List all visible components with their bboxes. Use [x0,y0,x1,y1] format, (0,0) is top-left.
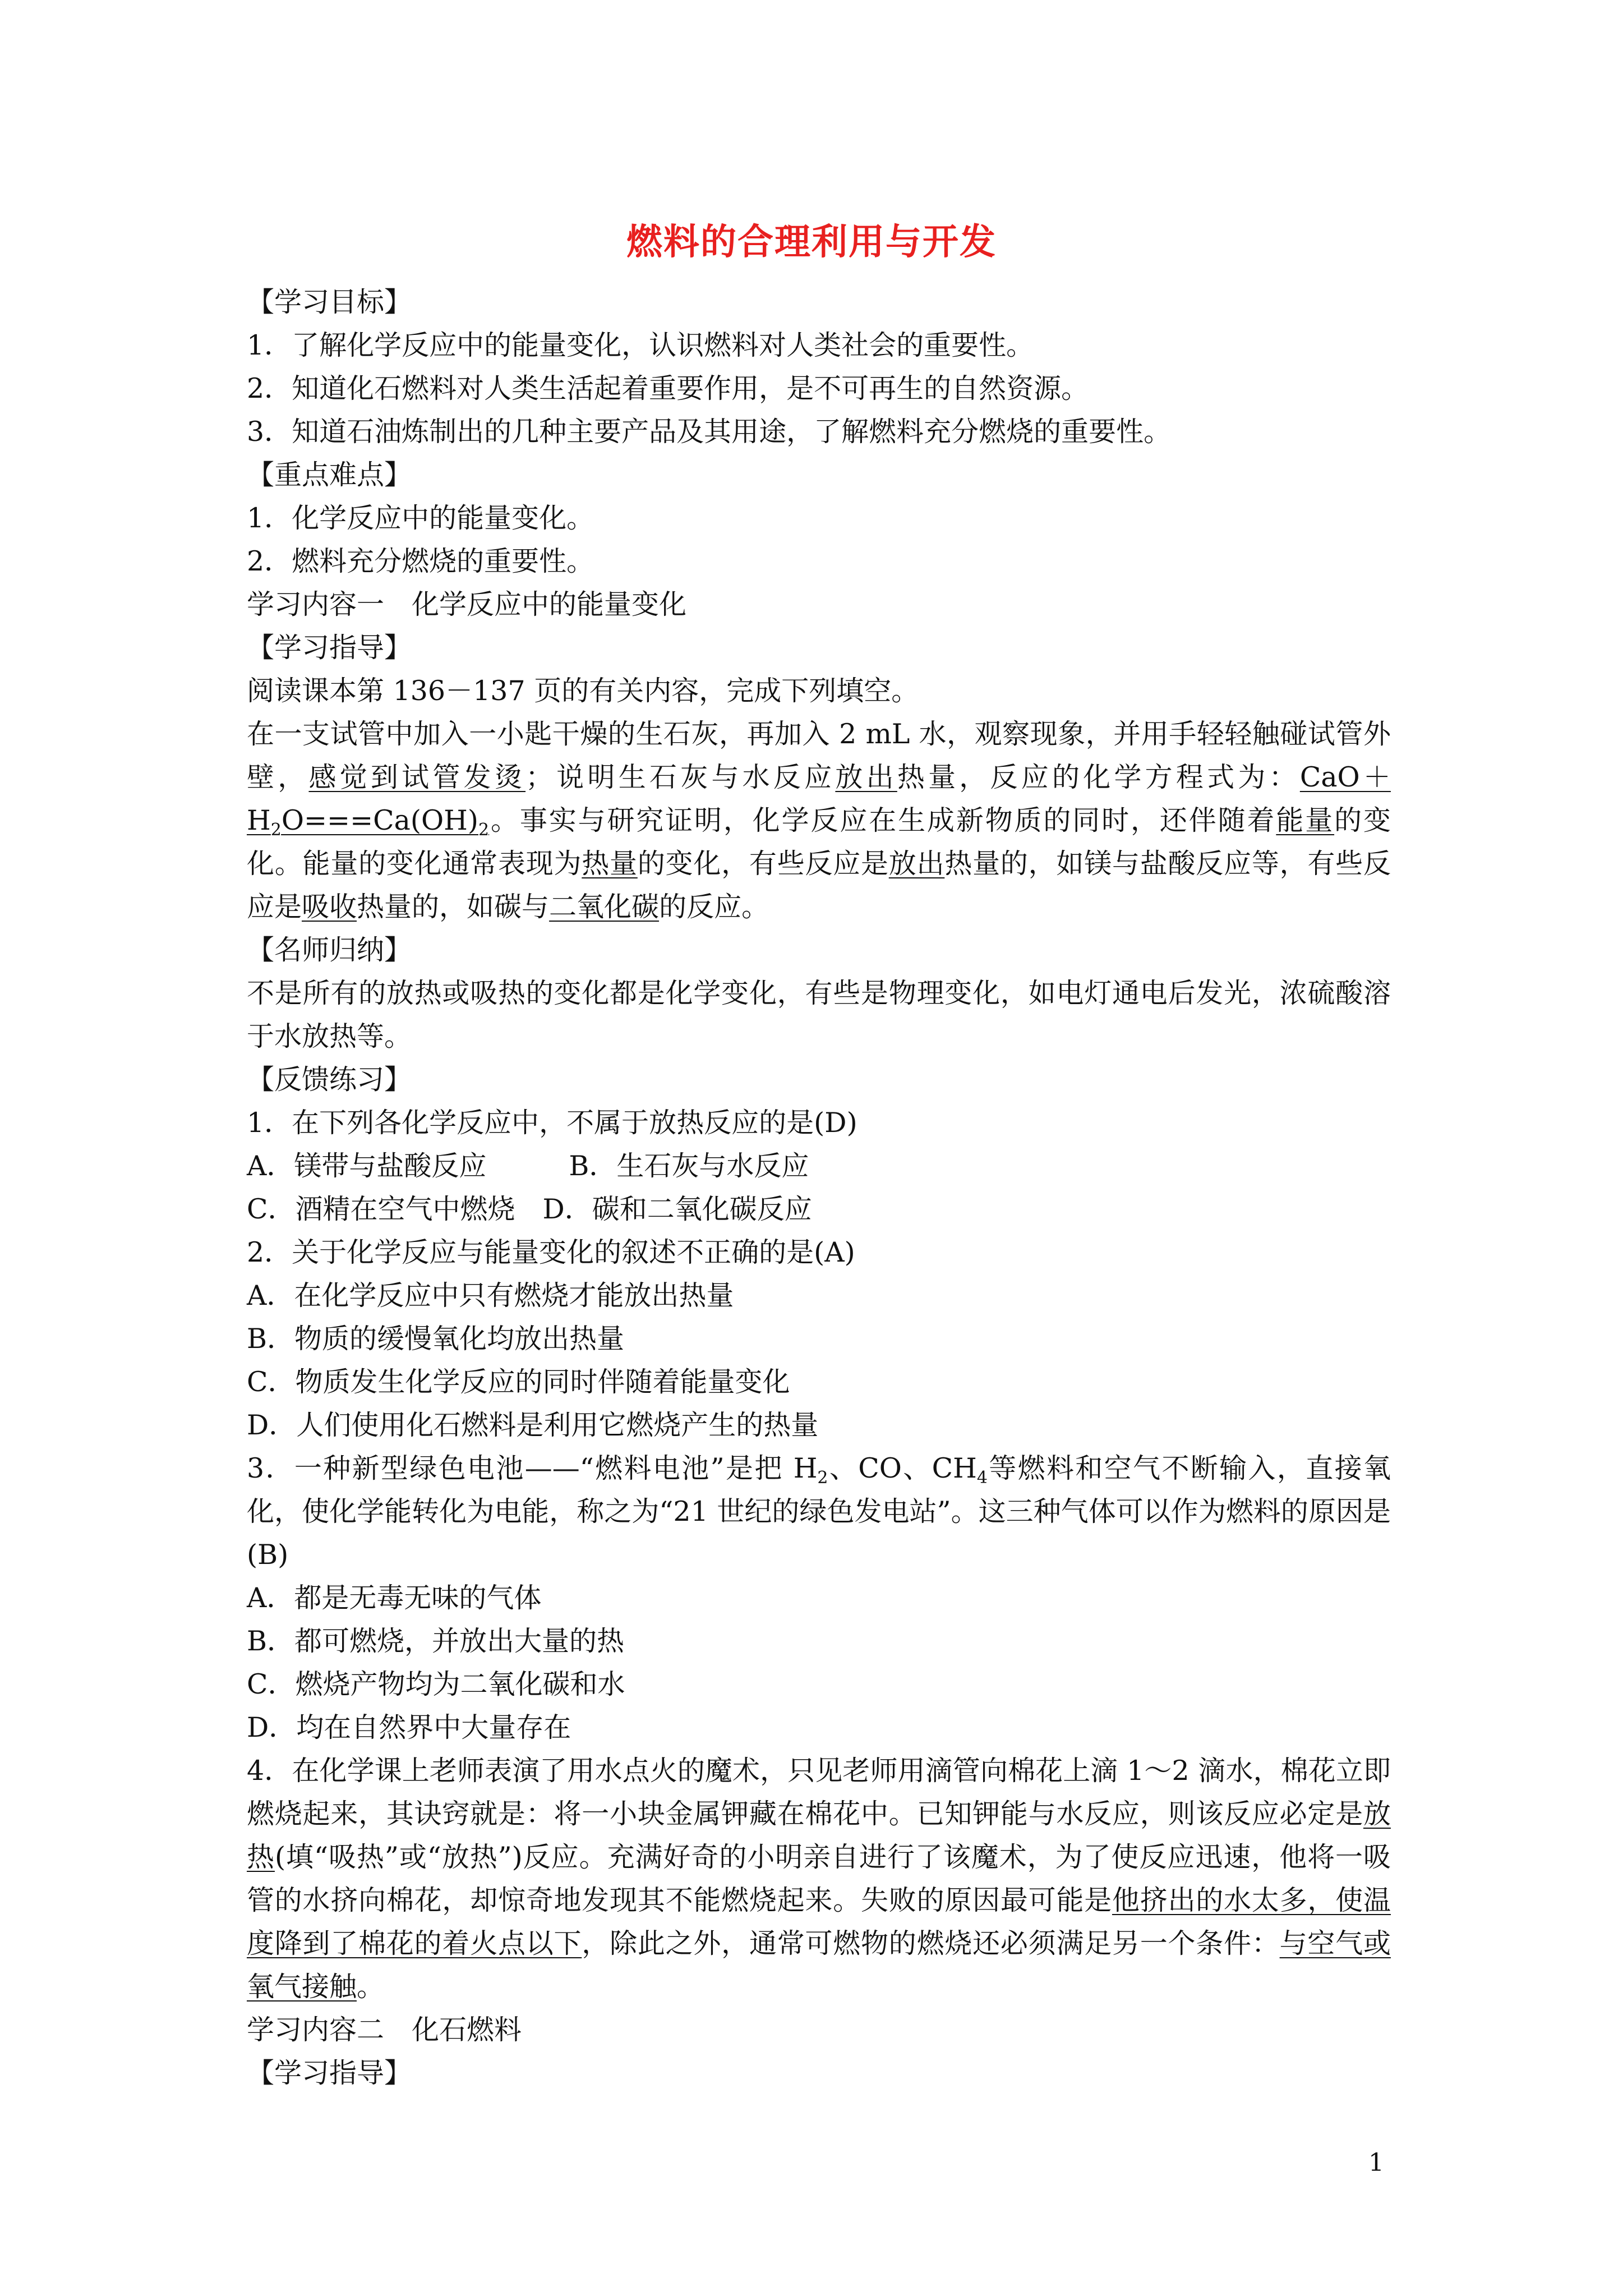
question-option: A．都是无毒无味的气体 [247,1582,542,1614]
content-heading-2: 学习内容二 化石燃料 [247,2014,522,2046]
answer-blank: 与空气或氧气接触 [247,1927,1391,2003]
guide-intro: 阅读课本第 136－137 页的有关内容，完成下列填空。 [247,675,919,707]
objective-item: 3．知道石油炼制出的几种主要产品及其用途，了解燃料充分燃烧的重要性。 [247,416,1172,448]
question-stem: 1．在下列各化学反应中，不属于放热反应的是(D) [247,1107,857,1139]
experiment-paragraph: 在一支试管中加入一小匙干燥的生石灰，再加入 2 mL 水，观察现象，并用手轻轻触碰试管外壁，感觉到试管发烫；说明生石灰与水反应放出热量，反应的化学方程式为：$CaO+H_2O===Ca(OH)_2$。事实与研究证明，化学反应在生成新物质的同时，还伴随着能量的变化。能量的变化通常表现为热量的变化，有些反应是放出热量的，如镁与盐酸反应等，有些反应是吸收热量的，如碳与二氧化碳的反应。 [247,718,1391,923]
answer-equation: $CaO+H_2O===Ca(OH)_2$ [247,761,1391,840]
answer-blank: 放热 [247,1798,1391,1873]
question-option: B．都可燃烧，并放出大量的热 [247,1625,625,1657]
question-option: D．均在自然界中大量存在 [247,1711,571,1743]
answer-blank: 热量 [582,848,638,880]
teacher-summary-text: 不是所有的放热或吸热的变化都是化学变化，有些是物理变化，如电灯通电后发光，浓硫酸溶于水放热等。 [247,977,1391,1052]
section-heading-guide-2: 【学习指导】 [247,2057,412,2089]
answer-blank: 感觉到试管发烫 [308,761,526,793]
question-option: C．燃烧产物均为二氧化碳和水 [247,1668,625,1700]
objective-item: 2．知道化石燃料对人类生活起着重要作用，是不可再生的自然资源。 [247,372,1089,404]
section-heading-practice: 【反馈练习】 [247,1064,412,1096]
page-title: 燃料的合理利用与开发 [626,222,997,263]
question-options-row: A．镁带与盐酸反应 B．生石灰与水反应 [247,1150,809,1182]
section-heading-key-points: 【重点难点】 [247,459,412,491]
question-stem: 3．一种新型绿色电池——“燃料电池”是把 $H_2$、CO、$CH_4$等燃料和空气不断输入，直接氧化，使化学能转化为电能，称之为“21 世纪的绿色发电站”。这三种气体可以作为燃料的原因是(B) [247,1452,1391,1571]
answer-blank: 二氧化碳 [549,891,660,923]
question-option: B．物质的缓慢氧化均放出热量 [247,1323,625,1355]
content-heading-1: 学习内容一 化学反应中的能量变化 [247,588,687,620]
section-heading-objectives: 【学习目标】 [247,286,412,318]
key-point-item: 1．化学反应中的能量变化。 [247,502,594,534]
answer-blank: 吸收 [302,891,357,923]
question-stem: 2．关于化学反应与能量变化的叙述不正确的是(A) [247,1236,855,1268]
answer-blank: 能量 [1276,804,1335,836]
answer-blank: 放出 [888,848,945,880]
question-option: C．物质发生化学反应的同时伴随着能量变化 [247,1366,790,1398]
key-point-item: 2．燃料充分燃烧的重要性。 [247,545,594,577]
section-heading-guide-1: 【学习指导】 [247,632,412,664]
document-body [247,280,1391,2095]
page-number: 1 [1368,2148,1384,2177]
question-options-row: C．酒精在空气中燃烧 D．碳和二氧化碳反应 [247,1193,812,1225]
question-option: A．在化学反应中只有燃烧才能放出热量 [247,1280,734,1312]
question-option: D．人们使用化石燃料是利用它燃烧产生的热量 [247,1409,819,1441]
answer-blank: 放出 [835,761,897,793]
section-heading-teacher-summary: 【名师归纳】 [247,934,412,966]
objective-item: 1．了解化学反应中的能量变化，认识燃料对人类社会的重要性。 [247,329,1034,361]
question-stem: 4．在化学课上老师表演了用水点火的魔术，只见老师用滴管向棉花上滴 1～2 滴水，棉花立即燃烧起来，其诀窍就是：将一小块金属钾藏在棉花中。已知钾能与水反应，则该反应必定是放热(填“吸热”或“放热”)反应。充满好奇的小明亲自进行了该魔术，为了使反应迅速，他将一吸管的水挤向棉花，却惊奇地发现其不能燃烧起来。失败的原因最可能是他挤出的水太多，使温度降到了棉花的着火点以下，除此之外，通常可燃物的燃烧还必须满足另一个条件：与空气或氧气接触。 [247,1755,1391,2003]
answer-blank: 他挤出的水太多，使温度降到了棉花的着火点以下 [247,1884,1391,1959]
